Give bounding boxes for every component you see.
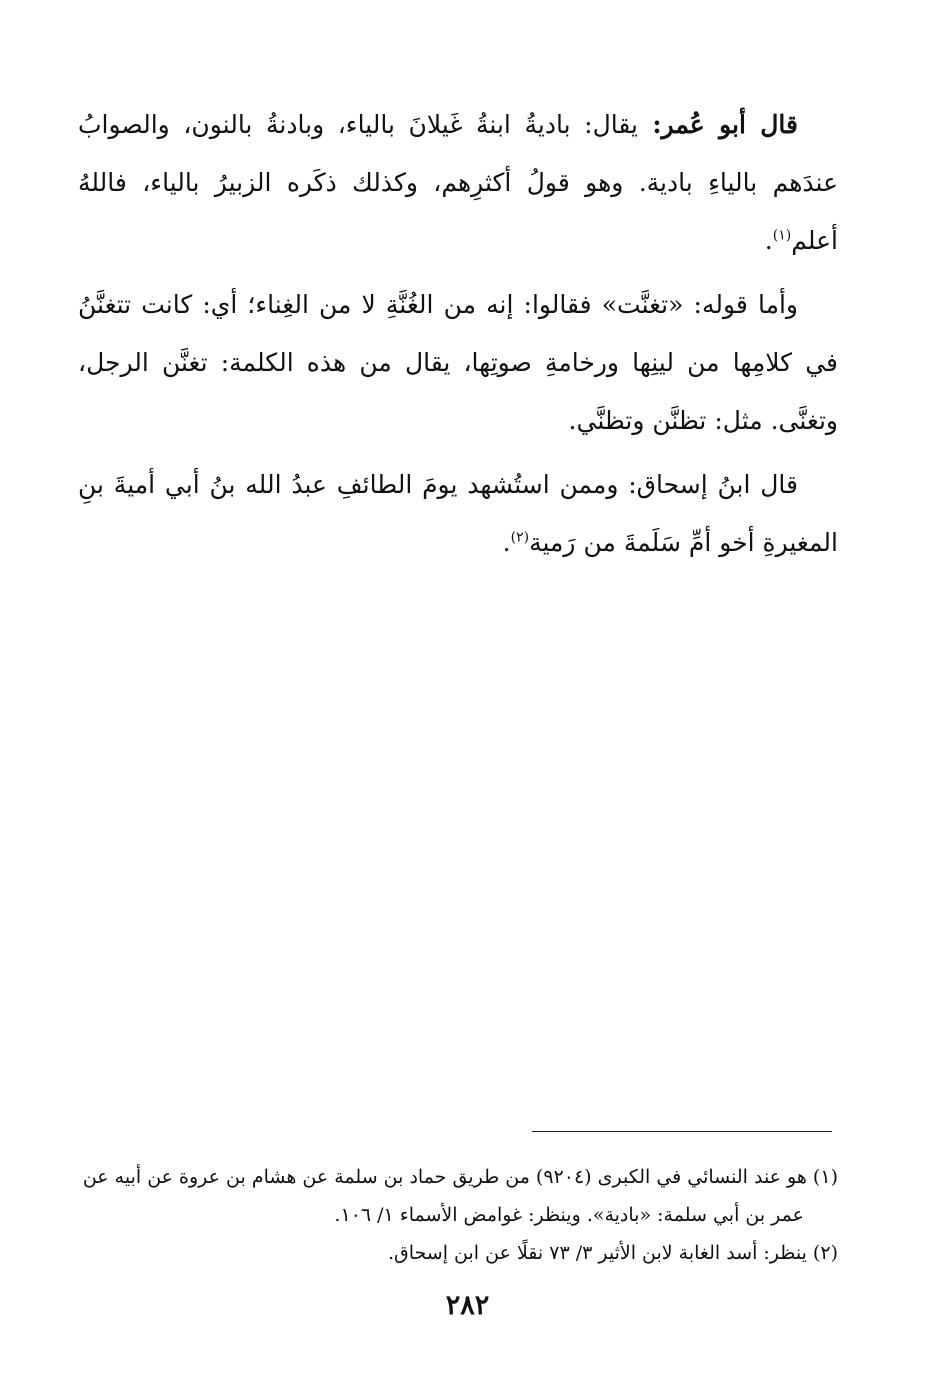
- paragraph-3-end: .: [502, 528, 511, 557]
- paragraph-1-lead: قال أبو عُمر:: [637, 110, 798, 139]
- paragraph-1-end: .: [764, 226, 773, 255]
- footnote-divider: [532, 1131, 832, 1132]
- footnotes-block: [72, 1158, 838, 1272]
- footnote-ref-1[interactable]: (١): [772, 227, 792, 244]
- footnote-ref-2[interactable]: (٢): [510, 529, 530, 546]
- main-text-block: [78, 96, 838, 578]
- paragraph-1-text: يقال: باديةُ ابنةُ غَيلانَ بالياء، وبادنةُ بالنون، والصوابُ عندَهم بالياءِ بادية. وهو قولُ أكثرِهم، وكذلك ذكَره الزبيرُ بالياء، فاللهُ أعلم: [78, 110, 838, 255]
- paragraph-1: [78, 96, 838, 270]
- paragraph-3-text: قال ابنُ إسحاق: وممن استُشهد يومَ الطائفِ عبدُ الله بنُ أبي أميةَ بنِ المغيرةِ أخو أمِّ سَلَمةَ من رَمية: [78, 470, 838, 557]
- footnote-2: (٢) ينظر: أسد الغابة لابن الأثير ٣/ ٧٣ نقلًا عن ابن إسحاق.: [387, 1242, 838, 1264]
- paragraph-2-text: وأما قوله: «تغنَّت» فقالوا: إنه من الغُنَّةِ لا من الغِناء؛ أي: كانت تتغنَّنُ في كلامِها من لينِها ورخامةِ صوتِها، يقال من هذه الكلمة: تغنَّن الرجل، وتغنَّى. مثل: تظنَّن وتظنَّي.: [78, 290, 838, 435]
- paragraph-3: [78, 456, 838, 572]
- page-number: ٢٨٢: [445, 1290, 490, 1321]
- footnote-1: (١) هو عند النسائي في الكبرى (٩٢٠٤) من طريق حماد بن سلمة عن هشام بن عروة عن أبيه عن عمر بن أبي سلمة: «بادية». وينظر: غوامض الأسماء ١/ ١٠٦.: [82, 1166, 838, 1226]
- paragraph-2: [78, 276, 838, 450]
